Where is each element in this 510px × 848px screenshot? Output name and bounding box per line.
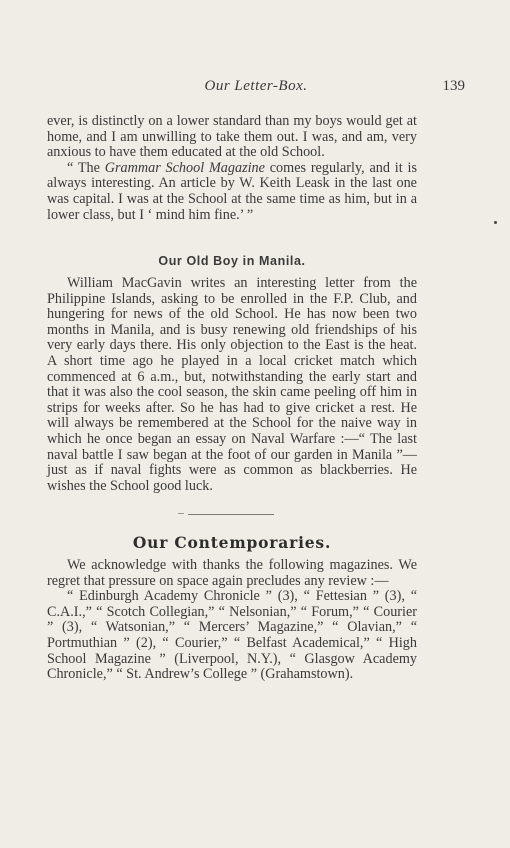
paragraph: William MacGavin writes an interesting letter from the Philippine Islands, asking to be enrolled in the F.P. Club, and hungering for news of the old School. He has now been two months in Manila, and is busy renewing old friendships of his very early days there. His only objection to the East is the heat. A short time ago he played in a local cricket match which commenced at 6 a.m., but, notwithstanding the early start and that it was also the cool season, the skin came peeling off him in strips for weeks after. So he has had to give cricket a rest. He will always be remembered at the School for the naive way in which he once began an essay on Naval Warfare :—“ The last naval battle I saw began at the foot of our garden in Manila ”—just as if naval fights were as common as blackberries. He wishes the School good luck. (47, 275, 417, 494)
section-heading-manila: Our Old Boy in Manila. (158, 254, 306, 268)
paragraph: “ Edinburgh Academy Chronicle ” (3), “ Fettesian ” (3), “ C.A.I.,” “ Scotch Collegian,” “ Nelsonian,” “ Forum,” “ Courier ” (3), “ Watsonian,” “ Mercers’ Magazine,” “ Olavian,” “ Portmuthian ” (2), “ Courier,” “ Belfast Academical,” “ High School Magazine ” (Liverpool, N.Y.), “ Glasgow Academy Chronicle,” “ St. Andrew’s College ” (Grahamstown). (47, 588, 417, 683)
section-heading-contemporaries: Our Contemporaries. (132, 533, 332, 552)
page-number: 139 (442, 78, 465, 94)
running-head (47, 78, 465, 98)
text-run: comes regularly, and it is always interesting. An article by W. Keith Leask in the last one was capital. I was at the School at the same time as him, but in a lower class, but I ‘ mind him fine.’ ” (47, 159, 417, 223)
paragraph (47, 161, 417, 223)
letter-continuation (47, 114, 417, 223)
paragraph: We acknowledge with thanks the following magazines. We regret that pressure on space again precludes any review :— (47, 557, 417, 589)
margin-mark (494, 221, 497, 224)
contemporaries-section (47, 558, 417, 683)
divider-dot (178, 513, 184, 514)
text-run: “ The (67, 159, 105, 176)
running-head-title: Our Letter-Box. (204, 78, 308, 94)
paragraph: ever, is distinctly on a lower standard than my boys would get at home, and I am unwilling to take them out. I was, and am, very anxious to have them educated at the old School. (47, 113, 417, 161)
italic-title: Grammar School Magazine (104, 159, 265, 176)
section-divider (188, 514, 274, 515)
manila-section (47, 276, 417, 494)
